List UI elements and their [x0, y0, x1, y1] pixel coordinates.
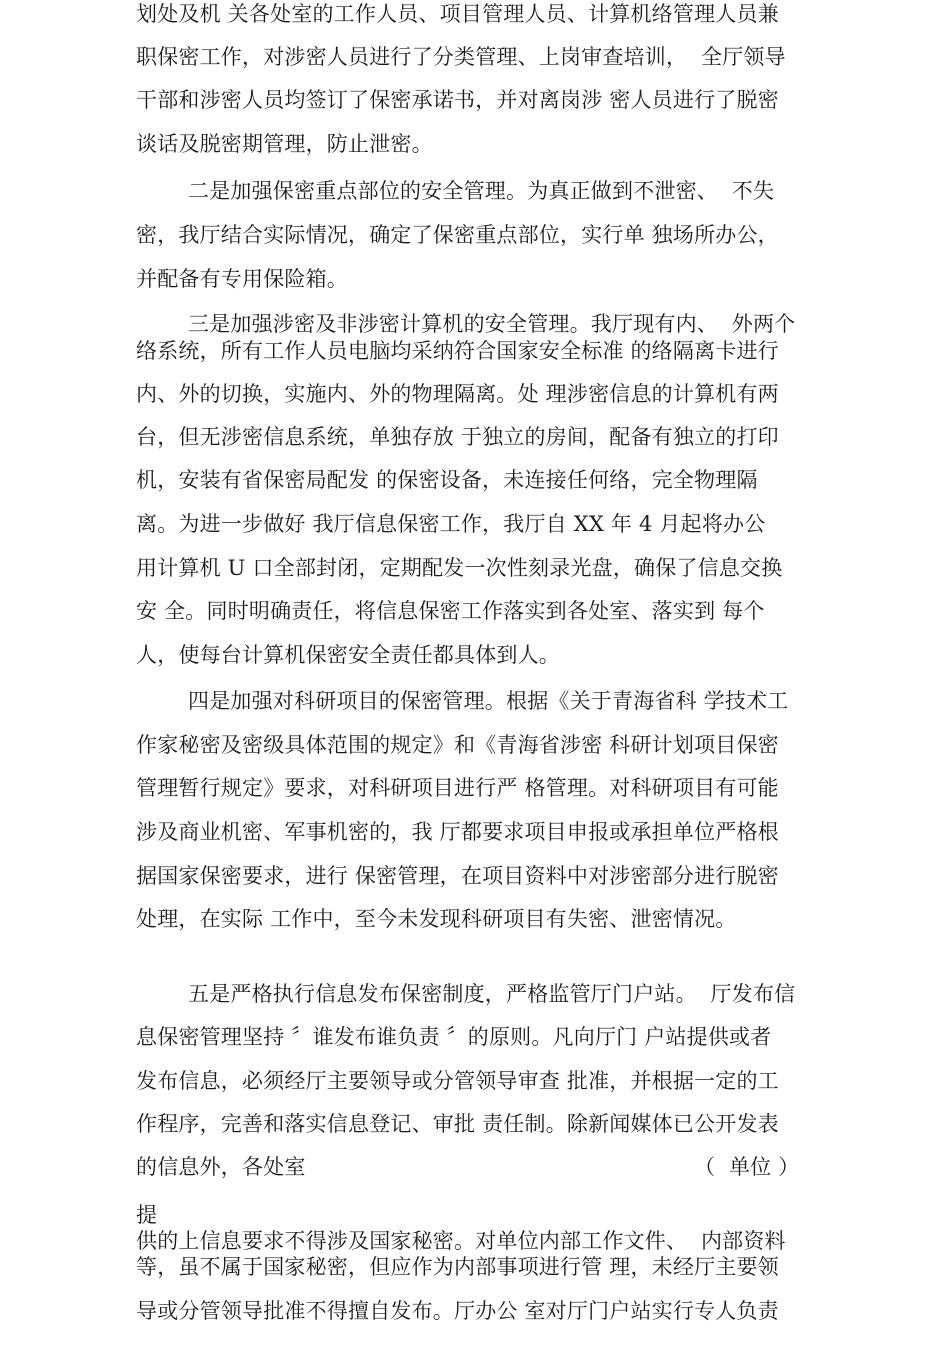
text-line: 据国家保密要求，进行 保密管理，在项目资料中对涉密部分进行脱密 [136, 864, 779, 888]
paragraph-5-start: 五是严格执行信息发布保密制度，严格监管厅门户站。 厅发布信 [188, 982, 796, 1006]
text-line: 谈话及脱密期管理，防止泄密。 [136, 132, 433, 156]
paragraph-4-start: 四是加强对科研项目的保密管理。根据《关于青海省科 学技术工 [188, 689, 789, 713]
paragraph-2-start: 二是加强保密重点部位的安全管理。为真正做到不泄密、 不失 [188, 179, 775, 203]
text-line: 管理暂行规定》要求，对科研项目进行严 格管理。对科研项目有可能 [136, 776, 779, 800]
text-line: 息保密管理坚持 〞谁发布谁负责 〞的原则。凡向厅门 户站提供或者 [136, 1025, 772, 1049]
paragraph-3-start: 三是加强涉密及非涉密计算机的安全管理。我厅现有内、 外两个 [188, 312, 796, 336]
text-line: 络系统，所有工作人员电脑均采纳符合国家安全标准 的络隔离卡进行 [136, 339, 779, 363]
text-line: 提 [136, 1203, 158, 1227]
text-line: 密，我厅结合实际情况，确定了保密重点部位，实行单 独场所办公， [136, 223, 779, 247]
text-line: 处理，在实际 工作中，至今未发现科研项目有失密、泄密情况。 [136, 907, 737, 931]
text-line: 发布信息，必须经厅主要领导或分管领导审查 批准，并根据一定的工 [136, 1069, 779, 1093]
text-line: 等，虽不属于国家秘密，但应作为内部事项进行管 理，未经厅主要领 [136, 1255, 779, 1279]
text-line: 人，使每台计算机保密安全责任都具体到人。 [136, 643, 560, 667]
text-line: 作程序，完善和落实信息登记、审批 责任制。除新闻媒体已公开发表 [136, 1112, 779, 1136]
text-line: 划处及机 关各处室的工作人员、项目管理人员、计算机络管理人员兼 [136, 2, 779, 26]
text-line: 的信息外，各处室 [136, 1155, 306, 1179]
text-line: 离。为进一步做好 我厅信息保密工作，我厅自 XX 年 4 月起将办公 [136, 512, 766, 536]
unit-label: （ 单位 ） [694, 1155, 800, 1179]
text-line: 机，安装有省保密局配发 的保密设备，未连接任何络，完全物理隔 [136, 468, 758, 492]
text-line: 导或分管领导批准不得擅自发布。厅办公 室对厅门户站实行专人负责 [136, 1299, 779, 1323]
text-line: 用计算机 U 口全部封闭，定期配发一次性刻录光盘，确保了信息交换 [136, 556, 783, 580]
text-line: 供的上信息要求不得涉及国家秘密。对单位内部工作文件、 内部资料 [136, 1229, 786, 1253]
text-line: 安 全。同时明确责任，将信息保密工作落实到各处室、落实到 每个 [136, 599, 765, 623]
text-line: 涉及商业机密、军事机密的，我 厅都要求项目申报或承担单位严格根 [136, 820, 779, 844]
text-line: 职保密工作，对涉密人员进行了分类管理、上岗审查培训， 全厅领导 [136, 45, 786, 69]
text-line: 内、外的切换，实施内、外的物理隔离。处 理涉密信息的计算机有两 [136, 382, 779, 406]
text-line: 作家秘密及密级具体范围的规定》和《青海省涉密 科研计划项目保密 [136, 733, 779, 757]
text-line: 并配备有专用保险箱。 [136, 267, 348, 291]
text-line: 台，但无涉密信息系统，单独存放 于独立的房间，配备有独立的打印 [136, 425, 779, 449]
text-line: 干部和涉密人员均签订了保密承诺书，并对离岗涉 密人员进行了脱密 [136, 88, 779, 112]
